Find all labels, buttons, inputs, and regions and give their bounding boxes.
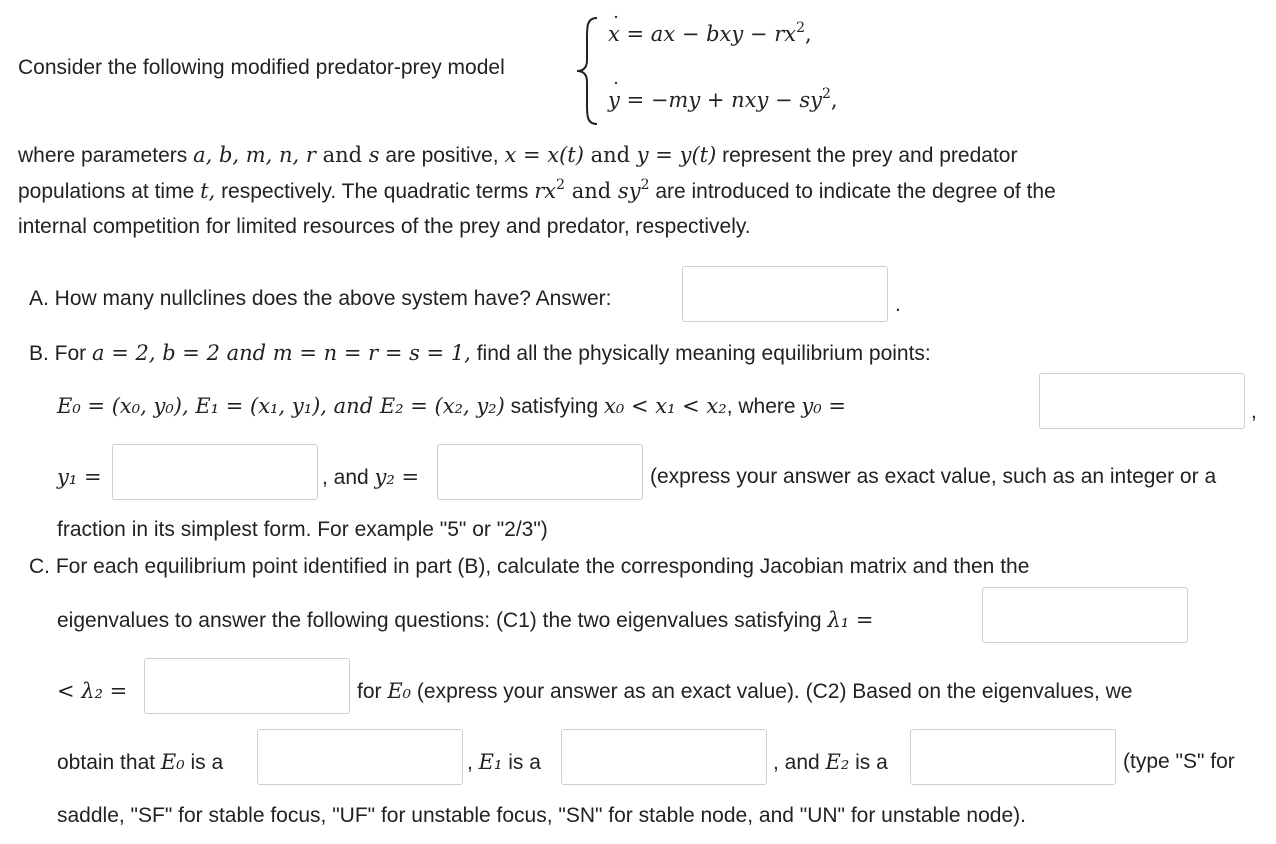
e0-type-label: obtain that E₀ is a [57,750,224,774]
nullclines-answer-input[interactable] [682,266,888,322]
y0-comma: , [1251,400,1257,423]
y1-label: y₁ = [57,465,102,489]
description-line-3: internal competition for limited resources of the prey and predator, respectively. [18,215,751,238]
y2-answer-input[interactable] [437,444,643,500]
y1-answer-input[interactable] [112,444,318,500]
part-c-c2-text: for E₀ (express your answer as an exact value). (C2) Based on the eigenvalues, we [357,679,1133,703]
part-a-question: A. How many nullclines does the above system have? Answer: [29,287,612,310]
e0-type-input[interactable] [257,729,463,785]
lambda1-answer-input[interactable] [982,587,1188,643]
left-brace-icon [575,16,601,126]
e2-type-label: , and E₂ is a [773,750,888,774]
equation-x-dot: x ˙ = ax − bxy − $rx^2$, [608,22,812,46]
type-hint-2: saddle, "SF" for stable focus, "UF" for unstable focus, "SN" for stable node, and "UN" for unstable node). [57,804,1026,827]
equation-y-dot: y ˙ = −my + nxy − $sy^2$, [608,88,838,112]
lambda2-label: < λ₂ = [57,679,128,703]
description-line-2: populations at time t, respectively. The quadratic terms $rx^2$ and $sy^2$ are introduced to indicate the degree of the [18,177,1056,203]
part-b-question: B. For a = 2, b = 2 and m = n = r = s = 1, find all the physically meaning equilibrium points: [29,341,931,365]
part-c-question-2: eigenvalues to answer the following questions: (C1) the two eigenvalues satisfying λ₁ = [57,608,874,632]
lambda2-answer-input[interactable] [144,658,350,714]
y0-answer-input[interactable] [1039,373,1245,429]
part-b-hint-1: (express your answer as exact value, such as an integer or a [650,465,1217,488]
e2-type-input[interactable] [910,729,1116,785]
part-c-question-1: C. For each equilibrium point identified in part (B), calculate the corresponding Jacobian matrix and then the [29,555,1030,578]
type-hint-1: (type "S" for [1123,750,1235,773]
y2-label: , and y₂ = [322,465,420,489]
part-b-equilibrium-points: E₀ = (x₀, y₀), E₁ = (x₁, y₁), and E₂ = (x₂, y₂) satisfying x₀ < x₁ < x₂, where y₀ = [57,394,846,418]
e1-type-label: , E₁ is a [467,750,541,774]
part-b-hint-2: fraction in its simplest form. For example "5" or "2/3") [57,518,548,541]
e1-type-input[interactable] [561,729,767,785]
part-a-period: . [895,293,901,316]
intro-lead: Consider the following modified predator-prey model [18,56,505,79]
description-line-1: where parameters a, b, m, n, r and s are positive, x = x(t) and y = y(t) represent the prey and predator [18,143,1018,167]
